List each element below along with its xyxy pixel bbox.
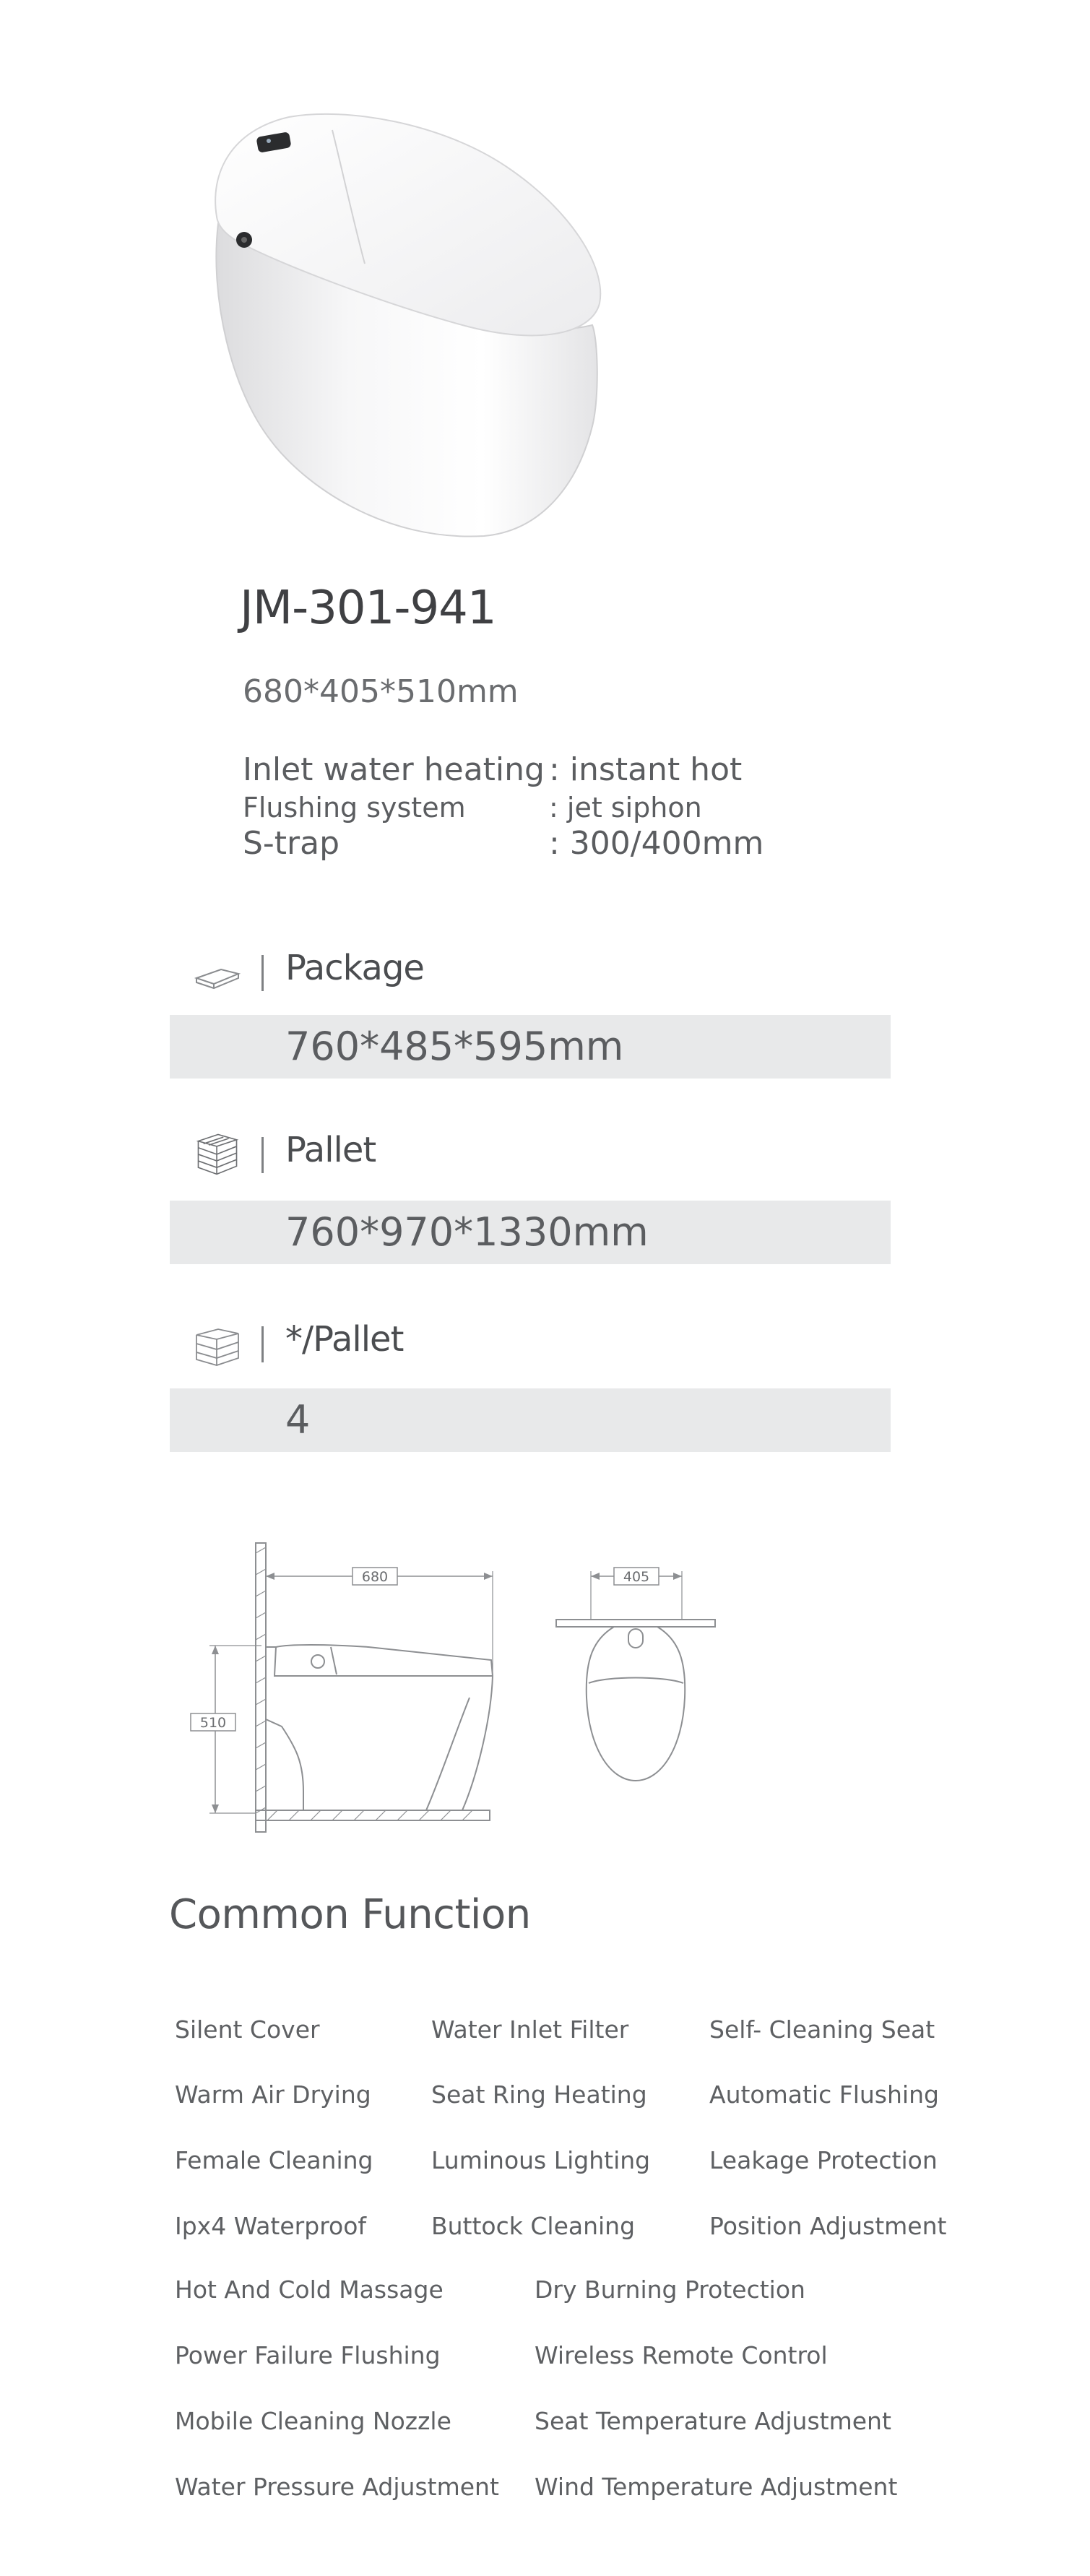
separator: [261, 1137, 264, 1173]
feature-item: Buttock Cleaning: [431, 2212, 636, 2240]
spec-row: [243, 825, 764, 862]
pallet-title: Pallet: [285, 1130, 376, 1170]
spec-row: [243, 751, 742, 788]
width-dimension-label: 680: [361, 1569, 389, 1585]
feature-item: Seat Ring Heating: [431, 2080, 647, 2109]
feature-item: Wind Temperature Adjustment: [535, 2473, 898, 2501]
feature-item: Silent Cover: [175, 2015, 320, 2044]
spec-value: : jet siphon: [549, 792, 702, 824]
feature-item: Seat Temperature Adjustment: [535, 2407, 891, 2435]
product-dimensions: 680*405*510mm: [243, 673, 519, 710]
per-pallet-value-bar: [170, 1388, 891, 1452]
feature-item: Female Cleaning: [175, 2146, 373, 2174]
feature-item: Self- Cleaning Seat: [709, 2015, 935, 2044]
box-stack-icon: [192, 1323, 243, 1370]
feature-item: Luminous Lighting: [431, 2146, 651, 2174]
spec-label: Inlet water heating: [243, 751, 545, 788]
spec-value: : instant hot: [549, 751, 743, 788]
technical-drawing: [181, 1531, 744, 1835]
model-number: JM-301-941: [240, 582, 496, 635]
spec-label: S-trap: [243, 825, 340, 862]
package-value-bar: [170, 1015, 891, 1079]
feature-item: Power Failure Flushing: [175, 2341, 441, 2369]
feature-item: Ipx4 Waterproof: [175, 2212, 367, 2240]
pallet-dimensions: 760*970*1330mm: [285, 1209, 649, 1255]
package-title: Package: [285, 948, 424, 988]
spec-label: Flushing system: [243, 792, 466, 824]
feature-item: Water Inlet Filter: [431, 2015, 629, 2044]
feature-item: Mobile Cleaning Nozzle: [175, 2407, 451, 2435]
stacked-boxes-icon: [192, 1131, 243, 1177]
pallet-value-bar: [170, 1201, 891, 1264]
package-dimensions: 760*485*595mm: [285, 1024, 624, 1069]
feature-item: Water Pressure Adjustment: [175, 2473, 499, 2501]
feature-item: Automatic Flushing: [709, 2080, 939, 2109]
feature-item: Hot And Cold Massage: [175, 2275, 444, 2304]
separator: [261, 955, 264, 991]
per-pallet-count: 4: [285, 1397, 311, 1443]
feature-item: Leakage Protection: [709, 2146, 938, 2174]
spec-row: [243, 792, 702, 824]
product-image: [202, 108, 621, 549]
box-icon: [192, 952, 243, 998]
spec-value: : 300/400mm: [549, 825, 764, 862]
feature-item: Dry Burning Protection: [535, 2275, 805, 2304]
separator: [261, 1326, 264, 1362]
feature-item: Warm Air Drying: [175, 2080, 371, 2109]
feature-item: Position Adjustment: [709, 2212, 947, 2240]
depth-dimension-label: 405: [623, 1569, 650, 1585]
height-dimension-label: 510: [199, 1715, 227, 1731]
per-pallet-title: */Pallet: [285, 1319, 404, 1360]
common-function-title: Common Function: [169, 1891, 531, 1938]
feature-item: Wireless Remote Control: [535, 2341, 828, 2369]
